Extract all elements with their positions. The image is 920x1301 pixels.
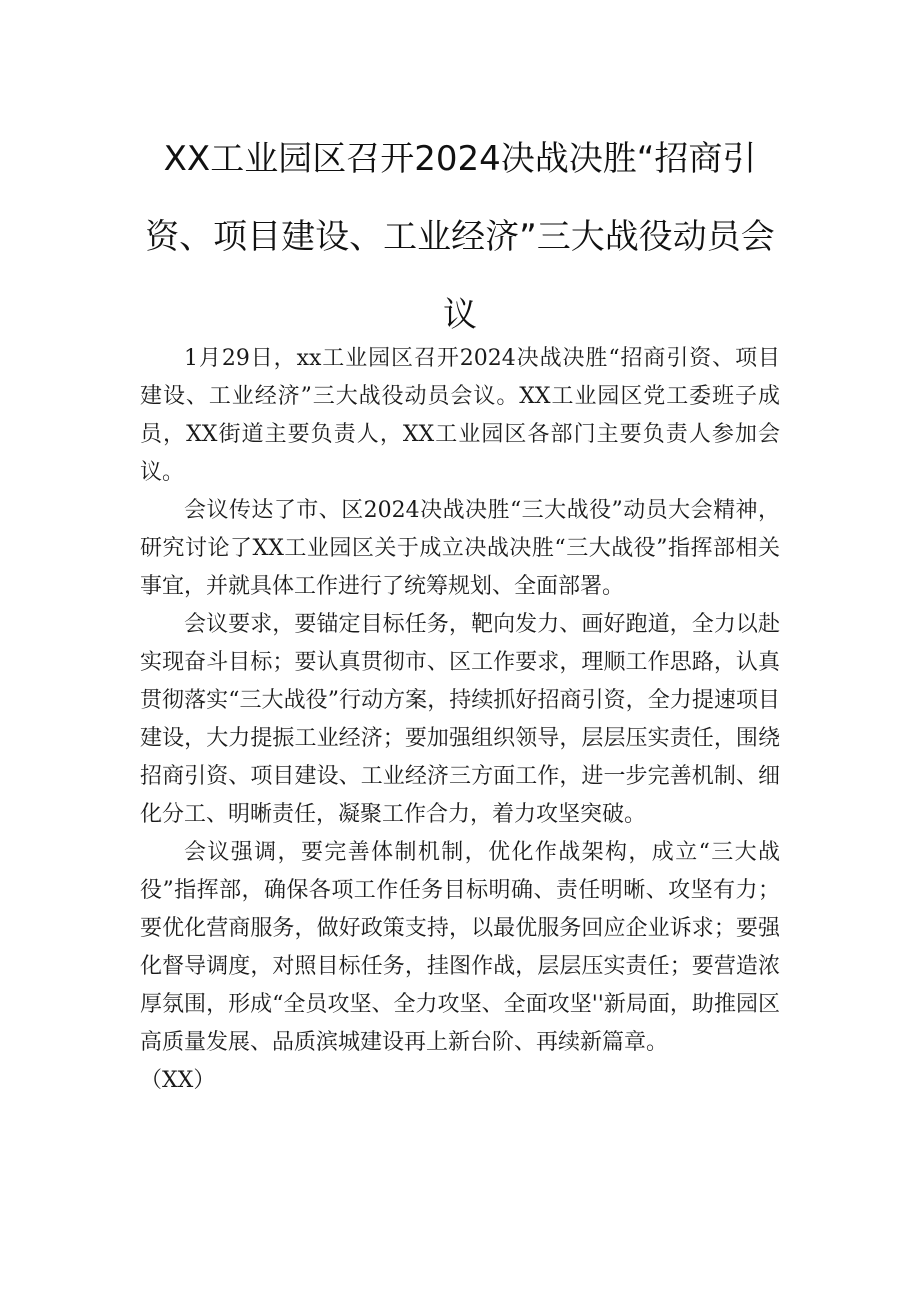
source-note: （XX） bbox=[140, 1068, 216, 1093]
paragraph-meeting-intro: 1月29日，xx工业园区召开2024决战决胜“招商引资、项目建设、工业经济”三大战役动员会议。XX工业园区党工委班子成员，XX街道主要负责人，XX工业园区各部门主要负责人参加会议。 bbox=[140, 346, 780, 485]
paragraph-meeting-content: 会议传达了市、区2024决战决胜“三大战役”动员大会精神，研究讨论了XX工业园区关于成立决战决胜“三大战役”指挥部相关事宜，并就具体工作进行了统筹规划、全面部署。 bbox=[140, 498, 780, 599]
paragraph-meeting-requirements: 会议要求，要锚定目标任务，靶向发力、画好跑道，全力以赴实现奋斗目标；要认真贯彻市、区工作要求，理顺工作思路，认真贯彻落实“三大战役”行动方案，持续抓好招商引资，全力提速项目建设，大力提振工业经济；要加强组织领导，层层压实责任，围绕招商引资、项目建设、工业经济三方面工作，进一步完善机制、细化分工、明晰责任，凝聚工作合力，着力攻坚突破。 bbox=[140, 612, 780, 827]
paragraph-meeting-emphasis: 会议强调，要完善体制机制，优化作战架构，成立“三大战役”指挥部，确保各项工作任务目标明确、责任明晰、攻坚有力；要优化营商服务，做好政策支持，以最优服务回应企业诉求；要强化督导调度，对照目标任务，挂图作战，层层压实责任；要营造浓厚氛围，形成“全员攻坚、全力攻坚、全面攻坚''新局面，助推园区高质量发展、品质滨城建设再上新台阶、再续新篇章。 bbox=[140, 840, 780, 1055]
document-title: XX工业园区召开2024决战决胜“招商引资、项目建设、工业经济”三大战役动员会议 bbox=[145, 139, 775, 335]
document-body bbox=[140, 340, 780, 1100]
